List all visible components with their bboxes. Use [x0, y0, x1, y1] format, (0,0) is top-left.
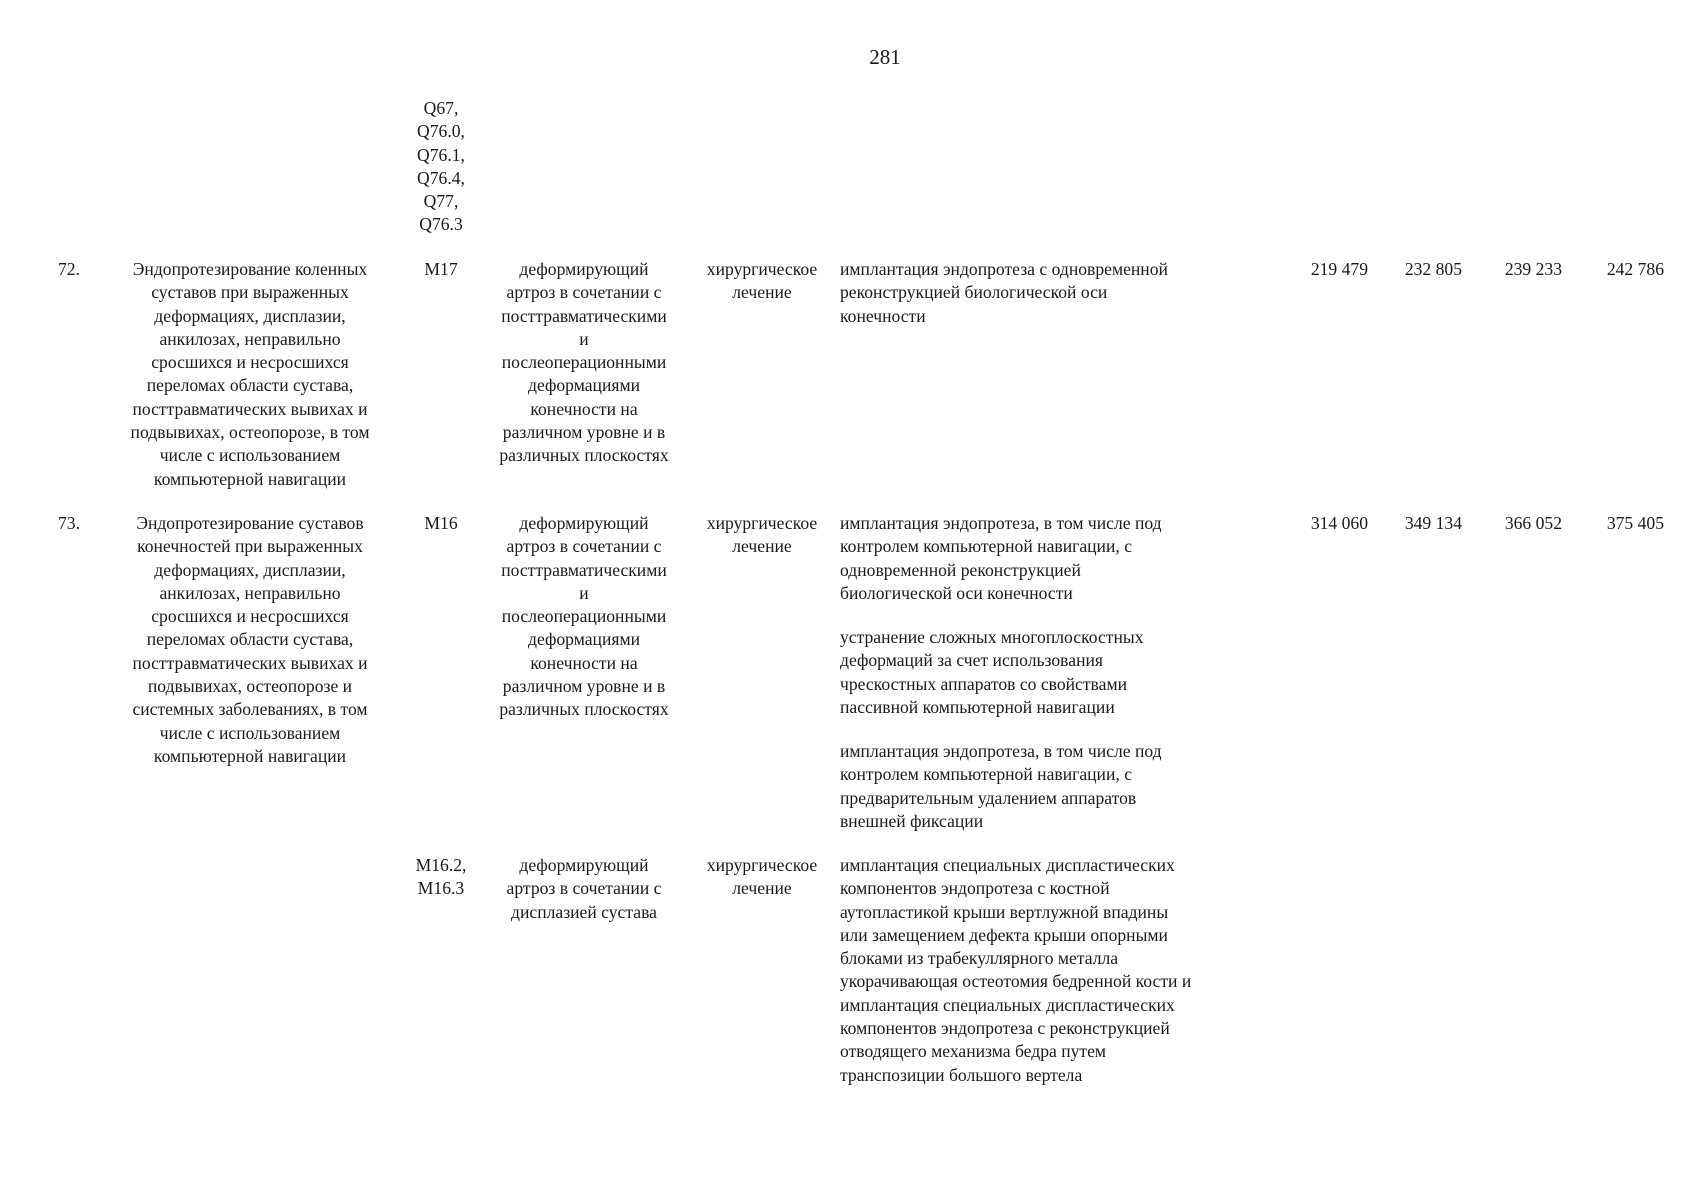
continuation-codes: Q67, Q76.0, Q76.1, Q76.4, Q77, Q76.3 [417, 98, 465, 235]
treatment-method: имплантация эндопротеза с одновременной реконструкцией биологической оси конечности [840, 259, 1168, 326]
price-1: 219 479 [1310, 259, 1368, 279]
price-4: 375 405 [1606, 513, 1664, 533]
icd-code: M16.2, M16.3 [415, 855, 467, 899]
treatment-type: хирургическое лечение [706, 259, 818, 303]
price-1: 314 060 [1310, 513, 1368, 533]
treatment-method: имплантация эндопротеза, в том числе под контролем компьютерной навигации, с одновременной реконструкцией биологической оси конечности [840, 513, 1162, 603]
price-4: 242 786 [1606, 259, 1664, 279]
patient-model: деформирующий артроз в сочетании с посттравматическими и послеоперационными деформациями конечности на различном уровне и в различных плоскостях [499, 259, 669, 466]
treatment-type: хирургическое лечение [706, 855, 818, 899]
treatment-method: устранение сложных многоплоскостных деформаций за счет использования чрескостных аппаратов со свойствами пассивной компьютерной навигации [840, 627, 1144, 717]
row-number: 73. [58, 513, 80, 533]
price-3: 366 052 [1504, 513, 1562, 533]
procedure-name: Эндопротезирование коленных суставов при выраженных деформациях, дисплазии, анкилозах, неправильно сросшихся и несросшихся переломах области сустава, посттравматических вывихах и подвывихах, остеопорозе, в том числе с использованием компьютерной навигации [130, 259, 370, 489]
procedure-name: Эндопротезирование суставов конечностей при выраженных деформациях, дисплазии, анкилозах, неправильно сросшихся и несросшихся переломах области сустава, посттравматических вывихах и подвывихах, остеопорозе и системных заболеваниях, в том числе с использованием компьютерной навигации [132, 513, 368, 766]
patient-model: деформирующий артроз в сочетании с посттравматическими и послеоперационными деформациями конечности на различном уровне и в различных плоскостях [499, 513, 669, 720]
page-number: 281 [869, 45, 901, 69]
treatment-method: имплантация эндопротеза, в том числе под контролем компьютерной навигации, с предварительным удалением аппаратов внешней фиксации [840, 741, 1162, 831]
row-number: 72. [58, 259, 80, 279]
price-2: 232 805 [1404, 259, 1462, 279]
icd-code: M16 [424, 513, 458, 533]
price-2: 349 134 [1404, 513, 1462, 533]
icd-code: M17 [424, 259, 458, 279]
treatment-type: хирургическое лечение [706, 513, 818, 557]
price-3: 239 233 [1504, 259, 1562, 279]
patient-model: деформирующий артроз в сочетании с дисплазией сустава [506, 855, 662, 922]
treatment-method: имплантация специальных диспластических компонентов эндопротеза с костной аутопластикой крыши вертлужной впадины или замещением дефекта крыши опорными блоками из трабекуллярного металла укорачивающая остеотомия бедренной кости и имплантация специальных диспластических компонентов эндопротеза с реконструкцией отводящего механизма бедра путем транспозиции большого вертела [840, 855, 1192, 1085]
